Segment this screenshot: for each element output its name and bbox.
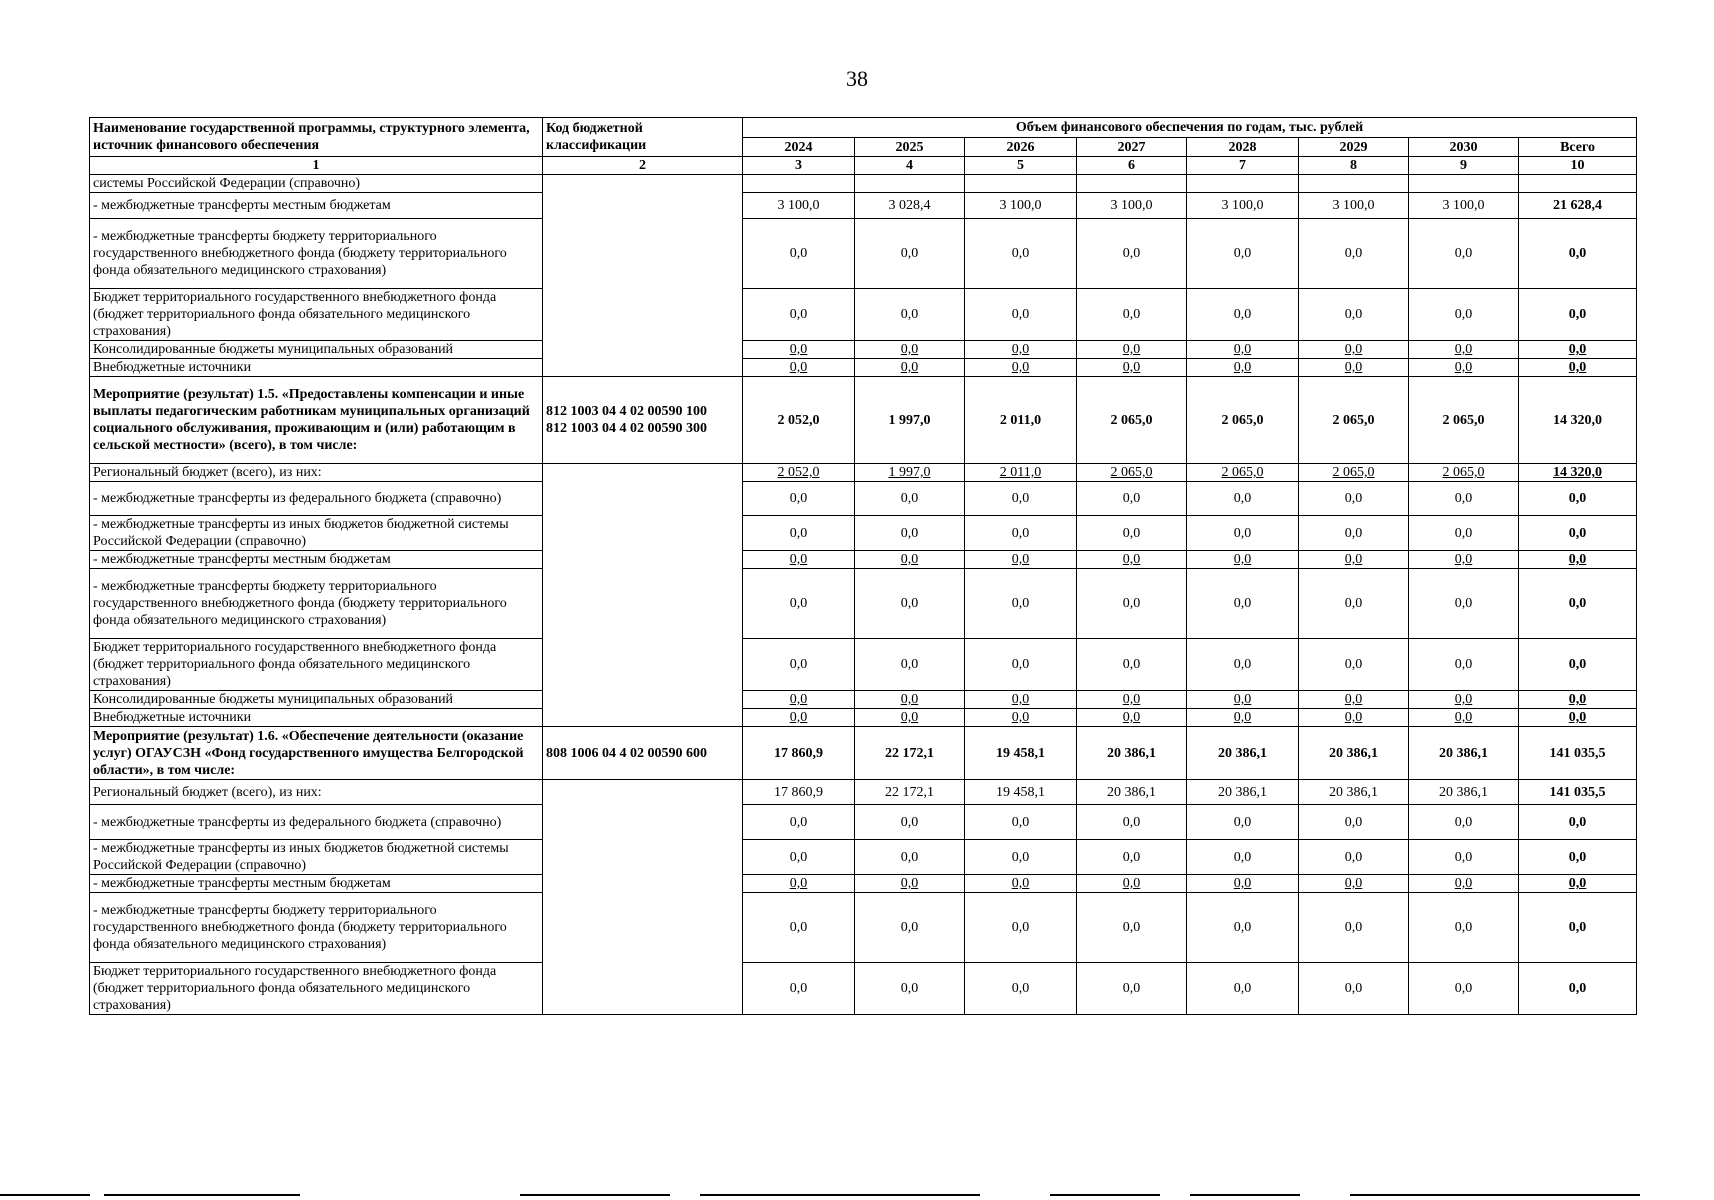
year-value-cell: 0,0 xyxy=(1077,875,1187,893)
year-value-cell: 0,0 xyxy=(1299,709,1409,727)
year-value-cell: 0,0 xyxy=(1077,289,1187,341)
year-value-cell: 0,0 xyxy=(855,289,965,341)
year-value-cell: 0,0 xyxy=(1409,963,1519,1015)
year-value-cell xyxy=(1077,175,1187,193)
year-value-cell: 0,0 xyxy=(1187,359,1299,377)
year-value-cell: 0,0 xyxy=(743,482,855,516)
year-value-cell: 20 386,1 xyxy=(1299,727,1409,780)
year-value-cell: 0,0 xyxy=(1299,516,1409,551)
row-name: - межбюджетные трансферты местным бюджетам xyxy=(90,551,543,569)
year-value-cell: 0,0 xyxy=(743,219,855,289)
year-value-cell: 1 997,0 xyxy=(855,464,965,482)
year-value-cell: 22 172,1 xyxy=(855,780,965,805)
year-value-cell: 0,0 xyxy=(855,639,965,691)
row-name: - межбюджетные трансферты бюджету территориального государственного внебюджетного фонда (бюджету территориального фонда обязательного медицинского страхования) xyxy=(90,569,543,639)
scan-edge-line xyxy=(520,1194,670,1196)
year-value-cell: 0,0 xyxy=(855,516,965,551)
financing-table xyxy=(89,117,1637,1015)
total-cell: 0,0 xyxy=(1519,516,1637,551)
year-value-cell: 0,0 xyxy=(855,359,965,377)
year-value-cell: 0,0 xyxy=(1409,875,1519,893)
year-value-cell: 0,0 xyxy=(743,893,855,963)
year-value-cell: 0,0 xyxy=(855,893,965,963)
col-number: 5 xyxy=(965,157,1077,175)
total-cell: 14 320,0 xyxy=(1519,377,1637,464)
table-body xyxy=(90,175,1637,1015)
year-value-cell: 0,0 xyxy=(855,569,965,639)
table-row xyxy=(90,709,1637,727)
table-row xyxy=(90,219,1637,289)
year-value-cell: 0,0 xyxy=(1187,551,1299,569)
year-value-cell: 0,0 xyxy=(965,691,1077,709)
table-row xyxy=(90,482,1637,516)
year-value-cell: 1 997,0 xyxy=(855,377,965,464)
year-value-cell: 2 065,0 xyxy=(1077,377,1187,464)
year-value-cell: 20 386,1 xyxy=(1187,780,1299,805)
year-value-cell: 0,0 xyxy=(743,551,855,569)
header-year: 2029 xyxy=(1299,138,1409,157)
year-value-cell: 0,0 xyxy=(1409,805,1519,840)
year-value-cell: 0,0 xyxy=(855,805,965,840)
year-value-cell: 0,0 xyxy=(1409,516,1519,551)
year-value-cell: 2 065,0 xyxy=(1409,464,1519,482)
scan-edge-line xyxy=(700,1194,980,1196)
year-value-cell: 0,0 xyxy=(855,875,965,893)
year-value-cell: 0,0 xyxy=(855,341,965,359)
budget-code-cell xyxy=(543,727,743,780)
table-row xyxy=(90,780,1637,805)
year-value-cell: 0,0 xyxy=(965,359,1077,377)
row-name: Региональный бюджет (всего), из них: xyxy=(90,464,543,482)
total-cell: 0,0 xyxy=(1519,709,1637,727)
total-cell: 141 035,5 xyxy=(1519,780,1637,805)
year-value-cell: 0,0 xyxy=(1187,893,1299,963)
year-value-cell: 0,0 xyxy=(1299,805,1409,840)
total-cell: 0,0 xyxy=(1519,893,1637,963)
row-name: - межбюджетные трансферты местным бюджетам xyxy=(90,875,543,893)
table-row xyxy=(90,341,1637,359)
year-value-cell: 0,0 xyxy=(743,805,855,840)
table-row xyxy=(90,377,1637,464)
header-volume: Объем финансового обеспечения по годам, тыс. рублей xyxy=(743,118,1637,138)
row-name: - межбюджетные трансферты из федерального бюджета (справочно) xyxy=(90,482,543,516)
table-row xyxy=(90,805,1637,840)
year-value-cell: 0,0 xyxy=(965,289,1077,341)
year-value-cell: 0,0 xyxy=(1409,893,1519,963)
total-cell: 0,0 xyxy=(1519,805,1637,840)
year-value-cell: 0,0 xyxy=(1077,840,1187,875)
row-name: - межбюджетные трансферты из иных бюджетов бюджетной системы Российской Федерации (справочно) xyxy=(90,840,543,875)
year-value-cell: 2 065,0 xyxy=(1187,377,1299,464)
col-number: 9 xyxy=(1409,157,1519,175)
row-name: Бюджет территориального государственного внебюджетного фонда (бюджет территориального фонда обязательного медицинского страхования) xyxy=(90,289,543,341)
year-value-cell xyxy=(743,175,855,193)
year-value-cell: 17 860,9 xyxy=(743,780,855,805)
year-value-cell: 0,0 xyxy=(743,359,855,377)
year-value-cell: 0,0 xyxy=(743,963,855,1015)
table-row xyxy=(90,893,1637,963)
year-value-cell xyxy=(855,175,965,193)
table-row xyxy=(90,963,1637,1015)
year-value-cell: 22 172,1 xyxy=(855,727,965,780)
year-value-cell: 20 386,1 xyxy=(1409,780,1519,805)
row-name: Внебюджетные источники xyxy=(90,709,543,727)
year-value-cell: 0,0 xyxy=(743,516,855,551)
year-value-cell: 0,0 xyxy=(965,569,1077,639)
year-value-cell: 0,0 xyxy=(1299,893,1409,963)
year-value-cell: 0,0 xyxy=(1409,482,1519,516)
year-value-cell: 0,0 xyxy=(1299,219,1409,289)
total-cell: 0,0 xyxy=(1519,875,1637,893)
table-row xyxy=(90,193,1637,219)
year-value-cell: 0,0 xyxy=(965,639,1077,691)
year-value-cell: 3 100,0 xyxy=(1299,193,1409,219)
year-value-cell: 0,0 xyxy=(965,516,1077,551)
year-value-cell: 0,0 xyxy=(1409,289,1519,341)
scan-edge-line xyxy=(1050,1194,1160,1196)
budget-code-empty xyxy=(543,464,743,727)
table-row xyxy=(90,639,1637,691)
total-cell xyxy=(1519,175,1637,193)
year-value-cell: 0,0 xyxy=(1077,219,1187,289)
year-value-cell: 0,0 xyxy=(1299,359,1409,377)
year-value-cell: 2 065,0 xyxy=(1299,464,1409,482)
year-value-cell: 17 860,9 xyxy=(743,727,855,780)
col-number: 10 xyxy=(1519,157,1637,175)
year-value-cell: 2 011,0 xyxy=(965,464,1077,482)
year-value-cell: 0,0 xyxy=(743,289,855,341)
scan-edge-line xyxy=(104,1194,300,1196)
year-value-cell xyxy=(1187,175,1299,193)
total-cell: 0,0 xyxy=(1519,639,1637,691)
year-value-cell: 0,0 xyxy=(1187,516,1299,551)
table-row xyxy=(90,569,1637,639)
row-name: - межбюджетные трансферты бюджету территориального государственного внебюджетного фонда (бюджету территориального фонда обязательного медицинского страхования) xyxy=(90,893,543,963)
year-value-cell: 0,0 xyxy=(965,893,1077,963)
col-number: 3 xyxy=(743,157,855,175)
year-value-cell: 20 386,1 xyxy=(1409,727,1519,780)
row-name: Региональный бюджет (всего), из них: xyxy=(90,780,543,805)
year-value-cell: 0,0 xyxy=(1409,551,1519,569)
total-cell: 0,0 xyxy=(1519,691,1637,709)
year-value-cell: 0,0 xyxy=(1187,691,1299,709)
row-name: Бюджет территориального государственного внебюджетного фонда (бюджет территориального фонда обязательного медицинского страхования) xyxy=(90,963,543,1015)
year-value-cell: 0,0 xyxy=(965,875,1077,893)
year-value-cell: 0,0 xyxy=(743,569,855,639)
year-value-cell: 0,0 xyxy=(855,691,965,709)
total-cell: 0,0 xyxy=(1519,341,1637,359)
year-value-cell: 0,0 xyxy=(1409,691,1519,709)
year-value-cell: 0,0 xyxy=(1187,805,1299,840)
year-value-cell: 0,0 xyxy=(1299,691,1409,709)
scan-edge-line xyxy=(0,1194,90,1196)
year-value-cell: 0,0 xyxy=(1077,359,1187,377)
header-year: 2026 xyxy=(965,138,1077,157)
year-value-cell: 0,0 xyxy=(1409,569,1519,639)
year-value-cell: 2 065,0 xyxy=(1077,464,1187,482)
year-value-cell: 0,0 xyxy=(1077,516,1187,551)
year-value-cell: 0,0 xyxy=(743,840,855,875)
year-value-cell: 0,0 xyxy=(1299,341,1409,359)
budget-code: 812 1003 04 4 02 00590 300 xyxy=(546,421,707,436)
row-name: - межбюджетные трансферты из федерального бюджета (справочно) xyxy=(90,805,543,840)
col-number: 4 xyxy=(855,157,965,175)
year-value-cell: 2 052,0 xyxy=(743,377,855,464)
year-value-cell: 0,0 xyxy=(1299,569,1409,639)
total-cell: 0,0 xyxy=(1519,963,1637,1015)
col-number: 6 xyxy=(1077,157,1187,175)
table-row xyxy=(90,359,1637,377)
header-year: 2025 xyxy=(855,138,965,157)
year-value-cell: 20 386,1 xyxy=(1077,780,1187,805)
col-number: 2 xyxy=(543,157,743,175)
year-value-cell: 0,0 xyxy=(965,341,1077,359)
row-name: системы Российской Федерации (справочно) xyxy=(90,175,543,193)
year-value-cell: 0,0 xyxy=(1077,963,1187,1015)
year-value-cell: 0,0 xyxy=(855,840,965,875)
year-value-cell: 0,0 xyxy=(855,709,965,727)
year-value-cell: 0,0 xyxy=(1077,639,1187,691)
year-value-cell: 0,0 xyxy=(743,341,855,359)
year-value-cell: 2 011,0 xyxy=(965,377,1077,464)
year-value-cell xyxy=(1409,175,1519,193)
year-value-cell: 19 458,1 xyxy=(965,780,1077,805)
total-cell: 0,0 xyxy=(1519,482,1637,516)
row-name: Консолидированные бюджеты муниципальных образований xyxy=(90,691,543,709)
year-value-cell: 3 028,4 xyxy=(855,193,965,219)
total-cell: 0,0 xyxy=(1519,219,1637,289)
row-name: Консолидированные бюджеты муниципальных образований xyxy=(90,341,543,359)
header-name: Наименование государственной программы, структурного элемента, источник финансового обеспечения xyxy=(90,118,543,157)
row-name: Мероприятие (результат) 1.5. «Предоставлены компенсации и иные выплаты педагогическим работникам муниципальных организаций социального обслуживания, проживающим и (или) работающим в сельской местности» (всего), в том числе: xyxy=(90,377,543,464)
year-value-cell: 3 100,0 xyxy=(1409,193,1519,219)
year-value-cell: 0,0 xyxy=(1299,875,1409,893)
year-value-cell: 0,0 xyxy=(1187,840,1299,875)
year-value-cell: 2 065,0 xyxy=(1187,464,1299,482)
table-row xyxy=(90,691,1637,709)
year-value-cell: 0,0 xyxy=(1077,569,1187,639)
year-value-cell: 0,0 xyxy=(1187,569,1299,639)
year-value-cell: 0,0 xyxy=(1187,289,1299,341)
year-value-cell: 20 386,1 xyxy=(1187,727,1299,780)
total-cell: 0,0 xyxy=(1519,551,1637,569)
year-value-cell: 0,0 xyxy=(1409,219,1519,289)
year-value-cell: 0,0 xyxy=(1077,341,1187,359)
year-value-cell: 0,0 xyxy=(965,709,1077,727)
year-value-cell: 0,0 xyxy=(855,963,965,1015)
year-value-cell: 20 386,1 xyxy=(1077,727,1187,780)
table-row xyxy=(90,875,1637,893)
year-value-cell: 0,0 xyxy=(1299,639,1409,691)
year-value-cell: 0,0 xyxy=(1187,341,1299,359)
year-value-cell: 0,0 xyxy=(1187,482,1299,516)
table-row xyxy=(90,289,1637,341)
year-value-cell: 2 065,0 xyxy=(1409,377,1519,464)
table-row xyxy=(90,840,1637,875)
header-total: Всего xyxy=(1519,138,1637,157)
year-value-cell: 0,0 xyxy=(1409,639,1519,691)
page-number: 38 xyxy=(846,66,868,91)
row-name: Мероприятие (результат) 1.6. «Обеспечение деятельности (оказание услуг) ОГАУСЗН «Фонд государственного имущества Белгородской области», в том числе: xyxy=(90,727,543,780)
table-row xyxy=(90,175,1637,193)
year-value-cell: 0,0 xyxy=(1187,875,1299,893)
year-value-cell: 0,0 xyxy=(965,482,1077,516)
year-value-cell: 0,0 xyxy=(855,482,965,516)
budget-code-empty xyxy=(543,780,743,1015)
year-value-cell: 0,0 xyxy=(965,551,1077,569)
year-value-cell: 0,0 xyxy=(855,219,965,289)
year-value-cell: 20 386,1 xyxy=(1299,780,1409,805)
year-value-cell: 0,0 xyxy=(1409,840,1519,875)
row-name: - межбюджетные трансферты местным бюджетам xyxy=(90,193,543,219)
budget-code-empty xyxy=(543,175,743,377)
year-value-cell: 0,0 xyxy=(1187,219,1299,289)
year-value-cell: 0,0 xyxy=(1299,482,1409,516)
scan-edge-line xyxy=(1190,1194,1300,1196)
year-value-cell: 0,0 xyxy=(965,840,1077,875)
year-value-cell: 0,0 xyxy=(965,805,1077,840)
year-value-cell: 0,0 xyxy=(1299,289,1409,341)
year-value-cell: 0,0 xyxy=(1299,551,1409,569)
total-cell: 0,0 xyxy=(1519,289,1637,341)
year-value-cell: 0,0 xyxy=(743,709,855,727)
total-cell: 0,0 xyxy=(1519,359,1637,377)
year-value-cell: 0,0 xyxy=(1299,963,1409,1015)
table-row xyxy=(90,464,1637,482)
year-value-cell: 2 065,0 xyxy=(1299,377,1409,464)
row-name: Внебюджетные источники xyxy=(90,359,543,377)
year-value-cell: 3 100,0 xyxy=(743,193,855,219)
table-row xyxy=(90,727,1637,780)
year-value-cell: 0,0 xyxy=(1409,709,1519,727)
year-value-cell: 0,0 xyxy=(1187,639,1299,691)
row-name: - межбюджетные трансферты бюджету территориального государственного внебюджетного фонда (бюджету территориального фонда обязательного медицинского страхования) xyxy=(90,219,543,289)
year-value-cell: 0,0 xyxy=(1077,691,1187,709)
year-value-cell: 3 100,0 xyxy=(965,193,1077,219)
year-value-cell xyxy=(965,175,1077,193)
budget-code: 808 1006 04 4 02 00590 600 xyxy=(546,745,707,761)
col-number: 7 xyxy=(1187,157,1299,175)
total-cell: 141 035,5 xyxy=(1519,727,1637,780)
year-value-cell: 0,0 xyxy=(855,551,965,569)
year-value-cell: 3 100,0 xyxy=(1187,193,1299,219)
year-value-cell: 0,0 xyxy=(1077,805,1187,840)
year-value-cell: 0,0 xyxy=(1077,893,1187,963)
budget-code: 812 1003 04 4 02 00590 100 xyxy=(546,404,707,419)
row-name: - межбюджетные трансферты из иных бюджетов бюджетной системы Российской Федерации (справочно) xyxy=(90,516,543,551)
table-row xyxy=(90,516,1637,551)
year-value-cell: 0,0 xyxy=(1187,709,1299,727)
header-year: 2028 xyxy=(1187,138,1299,157)
total-cell: 21 628,4 xyxy=(1519,193,1637,219)
year-value-cell: 0,0 xyxy=(1409,341,1519,359)
year-value-cell: 0,0 xyxy=(1077,709,1187,727)
year-value-cell: 0,0 xyxy=(965,219,1077,289)
year-value-cell: 2 052,0 xyxy=(743,464,855,482)
row-name: Бюджет территориального государственного внебюджетного фонда (бюджет территориального фонда обязательного медицинского страхования) xyxy=(90,639,543,691)
total-cell: 0,0 xyxy=(1519,569,1637,639)
year-value-cell: 0,0 xyxy=(743,639,855,691)
year-value-cell: 0,0 xyxy=(1187,963,1299,1015)
header-year: 2030 xyxy=(1409,138,1519,157)
col-number: 8 xyxy=(1299,157,1409,175)
year-value-cell xyxy=(1299,175,1409,193)
header-year: 2024 xyxy=(743,138,855,157)
total-cell: 0,0 xyxy=(1519,840,1637,875)
year-value-cell: 0,0 xyxy=(743,691,855,709)
year-value-cell: 0,0 xyxy=(1409,359,1519,377)
scan-edge-line xyxy=(1350,1194,1640,1196)
year-value-cell: 0,0 xyxy=(965,963,1077,1015)
header-year: 2027 xyxy=(1077,138,1187,157)
year-value-cell: 0,0 xyxy=(1077,482,1187,516)
year-value-cell: 0,0 xyxy=(1077,551,1187,569)
year-value-cell: 3 100,0 xyxy=(1077,193,1187,219)
header-code: Код бюджетной классификации xyxy=(543,118,743,157)
year-value-cell: 0,0 xyxy=(743,875,855,893)
total-cell: 14 320,0 xyxy=(1519,464,1637,482)
year-value-cell: 19 458,1 xyxy=(965,727,1077,780)
year-value-cell: 0,0 xyxy=(1299,840,1409,875)
table-row xyxy=(90,551,1637,569)
col-number: 1 xyxy=(90,157,543,175)
budget-code-cell xyxy=(543,377,743,464)
